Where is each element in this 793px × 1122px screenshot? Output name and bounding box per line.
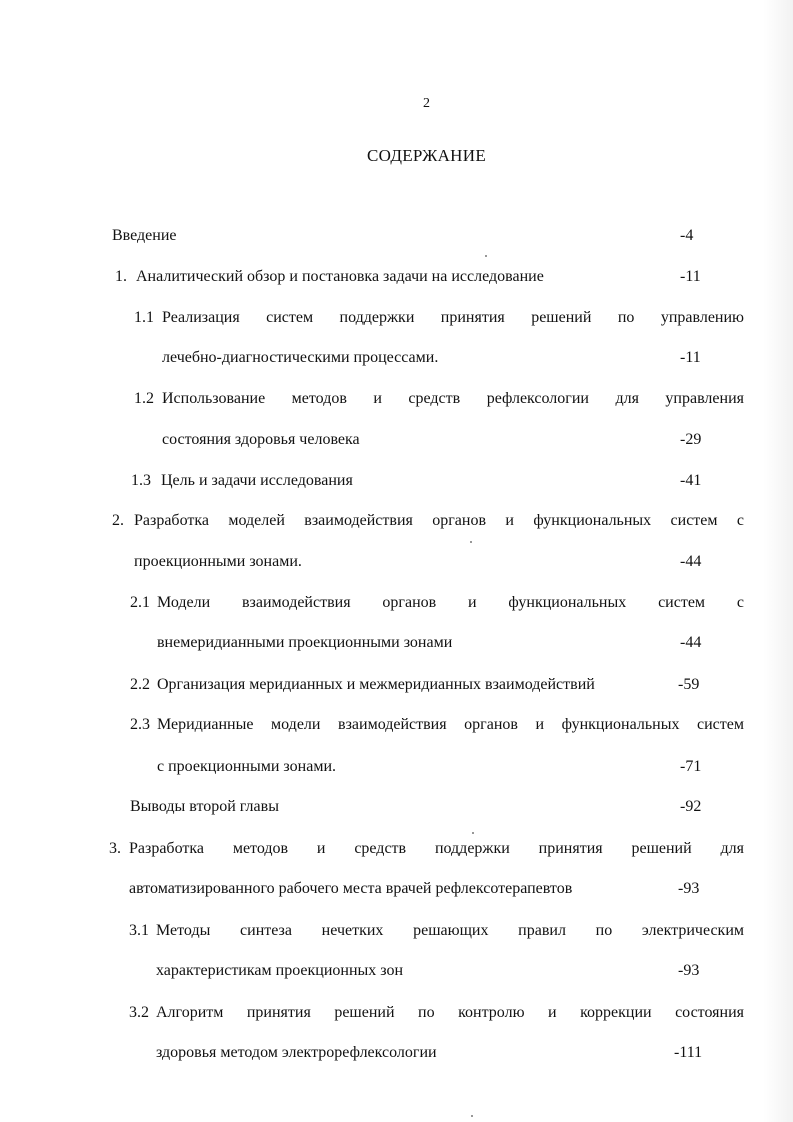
toc-entry-section-3-1-number: [129, 921, 149, 941]
toc-entry-chapter-3-line2: автоматизированного рабочего места врачей рефлексотерапевтов: [129, 880, 573, 897]
toc-page-section-3-1: -93: [678, 962, 700, 979]
toc-entry-number: 2.: [112, 512, 124, 529]
toc-page-chapter-1: -11: [680, 268, 701, 285]
toc-entry-number: 2.1: [130, 594, 150, 611]
toc-entry-section-2-1-number: [130, 593, 150, 613]
toc-page-section-2-3: -71: [680, 758, 702, 775]
scan-edge-shadow: [763, 0, 793, 1122]
toc-entry-number: 1.: [115, 268, 127, 285]
toc-entry-chapter-1: [115, 267, 544, 287]
scan-speck: [485, 255, 487, 257]
toc-entry-section-3-1-line1: Методы синтеза нечетких решающих правил по электрическим: [156, 922, 744, 939]
scan-speck: [472, 832, 474, 834]
toc-entry-section-3-2-number: [129, 1003, 149, 1023]
toc-entry-section-3-2-line2: здоровья методом электрорефлексологии: [156, 1044, 437, 1061]
toc-entry-text: Выводы второй главы: [130, 798, 279, 815]
toc-entry-section-1-2-number: [134, 389, 154, 409]
toc-entry-chapter-2-line1: Разработка моделей взаимодействия органов и функциональных систем с: [134, 512, 744, 529]
toc-page-conclusions-2: -92: [680, 798, 702, 815]
toc-entry-intro: [112, 226, 177, 246]
toc-entry-number: 1.1: [134, 309, 154, 326]
toc-entry-section-1-1-line1: Реализация систем поддержки принятия решений по управлению: [162, 309, 744, 326]
toc-entry-section-1-1-line2: лечебно-диагностическими процессами.: [162, 349, 439, 366]
toc-entry-section-2-3-line1: Меридианные модели взаимодействия органов и функциональных систем: [157, 716, 744, 733]
toc-entry-text: Цель и задачи исследования: [161, 472, 353, 489]
toc-entry-section-3-2-line1: Алгоритм принятия решений по контролю и коррекции состояния: [156, 1004, 744, 1021]
toc-entry-chapter-3-line1: Разработка методов и средств поддержки принятия решений для: [129, 840, 744, 857]
toc-entry-section-1-2-line1: Использование методов и средств рефлексологии для управления: [162, 390, 744, 407]
toc-entry-chapter-2-line2: проекционными зонами.: [134, 553, 302, 570]
toc-page-section-3-2: -111: [674, 1044, 703, 1061]
toc-page-intro: -4: [680, 227, 694, 244]
toc-entry-number: 3.2: [129, 1004, 149, 1021]
toc-page-section-1-2: -29: [680, 431, 702, 448]
toc-entry-text: Аналитический обзор и постановка задачи на исследование: [136, 268, 544, 285]
toc-entry-number: 1.2: [134, 390, 154, 407]
toc-entry-conclusions-2: [130, 797, 279, 817]
page-number: 2: [423, 96, 430, 111]
toc-entry-section-1-1-number: [134, 308, 154, 328]
toc-entry-number: 2.2: [130, 676, 150, 693]
toc-entry-number: 2.3: [130, 716, 150, 733]
toc-page-section-2-2: -59: [678, 676, 700, 693]
toc-entry-section-2-3-number: [130, 715, 150, 735]
page-title: СОДЕРЖАНИЕ: [366, 146, 487, 165]
toc-page-section-2-1: -44: [680, 634, 702, 651]
toc-entry-number: 3.: [109, 840, 121, 857]
toc-page-chapter-3: -93: [678, 880, 700, 897]
toc-page-section-1-3: -41: [680, 472, 702, 489]
toc-entry-section-1-2-line2: состояния здоровья человека: [162, 431, 360, 448]
toc-entry-section-1-3: [131, 471, 353, 491]
toc-page-chapter-2: -44: [680, 553, 702, 570]
toc-entry-section-2-2: [130, 675, 595, 695]
toc-entry-chapter-2-number: [112, 511, 124, 531]
toc-entry-section-2-3-line2: с проекционными зонами.: [157, 758, 336, 775]
scan-speck: [470, 541, 472, 543]
toc-entry-chapter-3-number: [109, 839, 121, 859]
scan-speck: [471, 1115, 473, 1117]
toc-entry-number: 1.3: [131, 472, 151, 489]
toc-page-section-1-1: -11: [680, 349, 701, 366]
toc-entry-text: Организация меридианных и межмеридианных взаимодействий: [157, 676, 595, 693]
toc-entry-number: 3.1: [129, 922, 149, 939]
toc-entry-section-2-1-line2: внемеридианными проекционными зонами: [157, 634, 453, 651]
toc-entry-section-2-1-line1: Модели взаимодействия органов и функциональных систем с: [157, 594, 744, 611]
toc-entry-text: Введение: [112, 227, 177, 244]
toc-entry-section-3-1-line2: характеристикам проекционных зон: [156, 962, 404, 979]
